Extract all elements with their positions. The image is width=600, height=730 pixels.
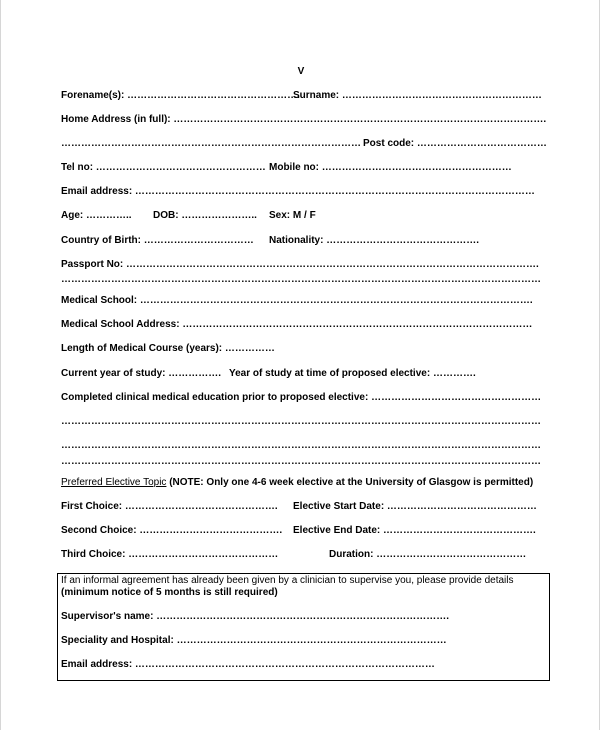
elective-note: (NOTE: Only one 4-6 week elective at the University of Glasgow is permitted) bbox=[166, 477, 534, 488]
completed-education-field[interactable]: Completed clinical medical education prior to proposed elective: …………………………………………… bbox=[61, 392, 542, 403]
current-year-field[interactable]: Current year of study: ……………. bbox=[61, 368, 222, 379]
year-at-elective-field[interactable]: Year of study at time of proposed elective: …………. bbox=[229, 368, 476, 379]
address-line-2[interactable]: ……………………………………………………………………………… bbox=[61, 138, 361, 149]
elective-heading bbox=[61, 477, 533, 489]
education-line-3[interactable]: ……………………………………………………………………………………………………………………………… bbox=[61, 440, 541, 451]
education-line-2[interactable]: ……………………………………………………………………………………………………………………………… bbox=[61, 416, 541, 427]
speciality-hospital-field[interactable]: Speciality and Hospital: ……………………………………………………………………… bbox=[61, 635, 447, 646]
country-of-birth-field[interactable]: Country of Birth: …………………………… bbox=[61, 235, 254, 246]
age-field[interactable]: Age: ………….. bbox=[61, 210, 132, 221]
medical-school-address-field[interactable]: Medical School Address: …………………………………………………………………………………………… bbox=[61, 319, 533, 330]
passport-line-2[interactable]: ……………………………………………………………………………………………………………………………… bbox=[61, 274, 541, 285]
nationality-field[interactable]: Nationality: ………………………………………. bbox=[269, 235, 480, 246]
home-address-field[interactable]: Home Address (in full): …………………………………………………………………………………………………. bbox=[61, 114, 547, 125]
elective-topic-heading: Preferred Elective Topic bbox=[61, 477, 167, 488]
elective-end-date-field[interactable]: Elective End Date: ………………………………………. bbox=[293, 525, 536, 536]
supervisor-notice: (minimum notice of 5 months is still required) bbox=[61, 587, 278, 598]
third-choice-field[interactable]: Third Choice: ……………………………………… bbox=[61, 549, 279, 560]
second-choice-field[interactable]: Second Choice: ……………………………………. bbox=[61, 525, 283, 536]
first-choice-field[interactable]: First Choice: ………………………………………. bbox=[61, 501, 278, 512]
sex-field[interactable]: Sex: M / F bbox=[269, 210, 316, 221]
duration-field[interactable]: Duration: ……………………………………… bbox=[329, 549, 527, 560]
supervisor-intro: If an informal agreement has already been given by a clinician to supervise you, please provide details bbox=[61, 575, 514, 586]
surname-field[interactable]: Surname: …………………………………………………… bbox=[293, 90, 542, 101]
medical-school-field[interactable]: Medical School: ………………………………………………………………………………………………………. bbox=[61, 295, 533, 306]
supervisor-email-field[interactable]: Email address: ……………………………………………………………………………… bbox=[61, 659, 435, 670]
mobile-no-field[interactable]: Mobile no: ………………………………………………… bbox=[269, 162, 512, 173]
form-title: V bbox=[297, 66, 305, 77]
dob-field[interactable]: DOB: ………………….. bbox=[153, 210, 257, 221]
elective-start-date-field[interactable]: Elective Start Date: ……………………………………… bbox=[293, 501, 537, 512]
education-line-4[interactable]: ……………………………………………………………………………………………………………………………… bbox=[61, 456, 541, 467]
email-field[interactable]: Email address: ………………………………………………………………………………………………………… bbox=[61, 186, 535, 197]
forename-field[interactable]: Forename(s): ……………………………………………. bbox=[61, 90, 300, 101]
post-code-field[interactable]: Post code: ………………………………… bbox=[363, 138, 547, 149]
tel-no-field[interactable]: Tel no: …………………………………………… bbox=[61, 162, 266, 173]
course-length-field[interactable]: Length of Medical Course (years): …………… bbox=[61, 343, 275, 354]
supervisor-name-field[interactable]: Supervisor's name: ……………………………………………………………………………. bbox=[61, 611, 449, 622]
passport-no-field[interactable]: Passport No: ……………………………………………………………………………………………………………. bbox=[61, 259, 539, 270]
